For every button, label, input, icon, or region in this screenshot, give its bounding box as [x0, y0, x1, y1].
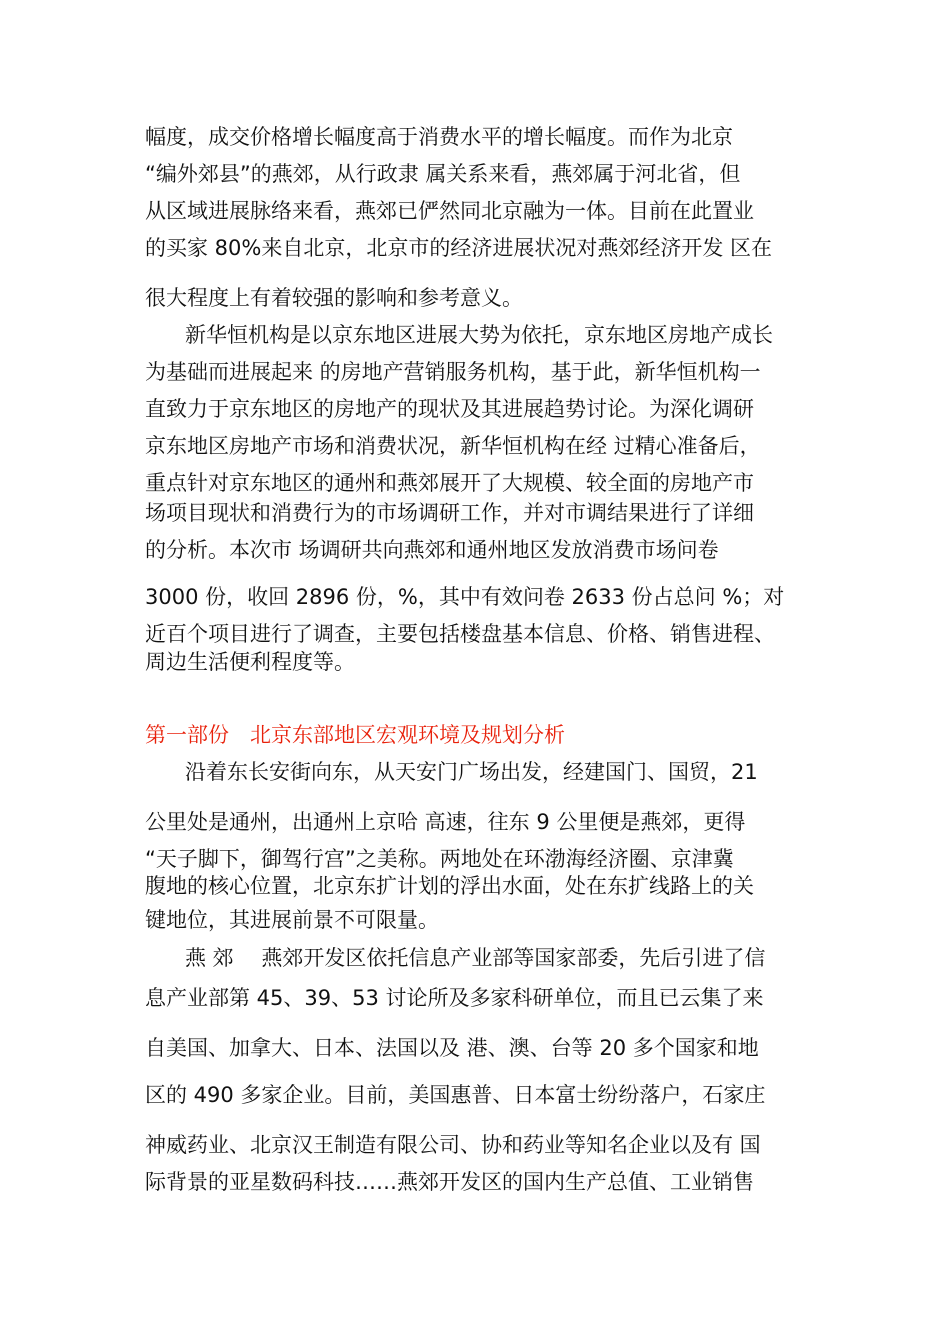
text-line: 京东地区房地产市场和消费状况，新华恒机构在经 过精心准备后，: [145, 434, 761, 458]
text-line: 神威药业、北京汉王制造有限公司、协和药业等知名企业以及有 国: [145, 1133, 761, 1157]
text-line: 的分析。本次市 场调研共向燕郊和通州地区发放消费市场问卷: [145, 538, 719, 562]
text-line: 3000 份，收回 2896 份，%，其中有效问卷 2633 份占总问 %；对: [145, 585, 785, 609]
text-line: 腹地的核心位置，北京东扩计划的浮出水面，处在东扩线路上的关: [145, 874, 754, 898]
text-line: 重点针对京东地区的通州和燕郊展开了大规模、较全面的房地产市: [145, 471, 754, 495]
text-line: 幅度，成交价格增长幅度高于消费水平的增长幅度。而作为北京: [145, 125, 733, 149]
text-line: 自美国、加拿大、日本、法国以及 港、澳、台等 20 多个国家和地: [145, 1036, 759, 1060]
text-line: 很大程度上有着较强的影响和参考意义。: [145, 286, 523, 310]
text-line: 从区域进展脉络来看，燕郊已俨然同北京融为一体。目前在此置业: [145, 199, 754, 223]
text-line: 键地位，其进展前景不可限量。: [145, 908, 439, 932]
text-line: 近百个项目进行了调查，主要包括楼盘基本信息、价格、销售进程、: [145, 622, 775, 646]
text-line: 息产业部第 45、39、53 讨论所及多家科研单位，而且已云集了来: [145, 986, 764, 1010]
text-line: 场项目现状和消费行为的市场调研工作，并对市调结果进行了详细: [145, 501, 754, 525]
text-line: “天子脚下，御驾行宫”之美称。两地处在环渤海经济圈、京津冀: [145, 847, 734, 871]
text-line: 燕 郊 燕郊开发区依托信息产业部等国家部委，先后引进了信: [185, 946, 766, 970]
text-line: 的买家 80%来自北京，北京市的经济进展状况对燕郊经济开发 区在: [145, 236, 773, 260]
text-line: 区的 490 多家企业。目前，美国惠普、日本富士纷纷落户，石家庄: [145, 1083, 766, 1107]
text-line: 新华恒机构是以京东地区进展大势为依托，京东地区房地产成长: [185, 323, 773, 347]
text-line: 沿着东长安街向东，从天安门广场出发，经建国门、国贸，21: [185, 760, 758, 784]
text-line: 为基础而进展起来 的房地产营销服务机构，基于此，新华恒机构一: [145, 360, 761, 384]
text-line: 公里处是通州，出通州上京哈 高速，往东 9 公里便是燕郊，更得: [145, 810, 746, 834]
section-heading: 第一部份 北京东部地区宏观环境及规划分析: [145, 723, 565, 747]
text-line: 际背景的亚星数码科技……燕郊开发区的国内生产总值、工业销售: [145, 1170, 754, 1194]
text-line: 直致力于京东地区的房地产的现状及其进展趋势讨论。为深化调研: [145, 397, 754, 421]
text-line: “编外郊县”的燕郊，从行政隶 属关系来看，燕郊属于河北省，但: [145, 162, 741, 186]
text-line: 周边生活便利程度等。: [145, 650, 355, 674]
